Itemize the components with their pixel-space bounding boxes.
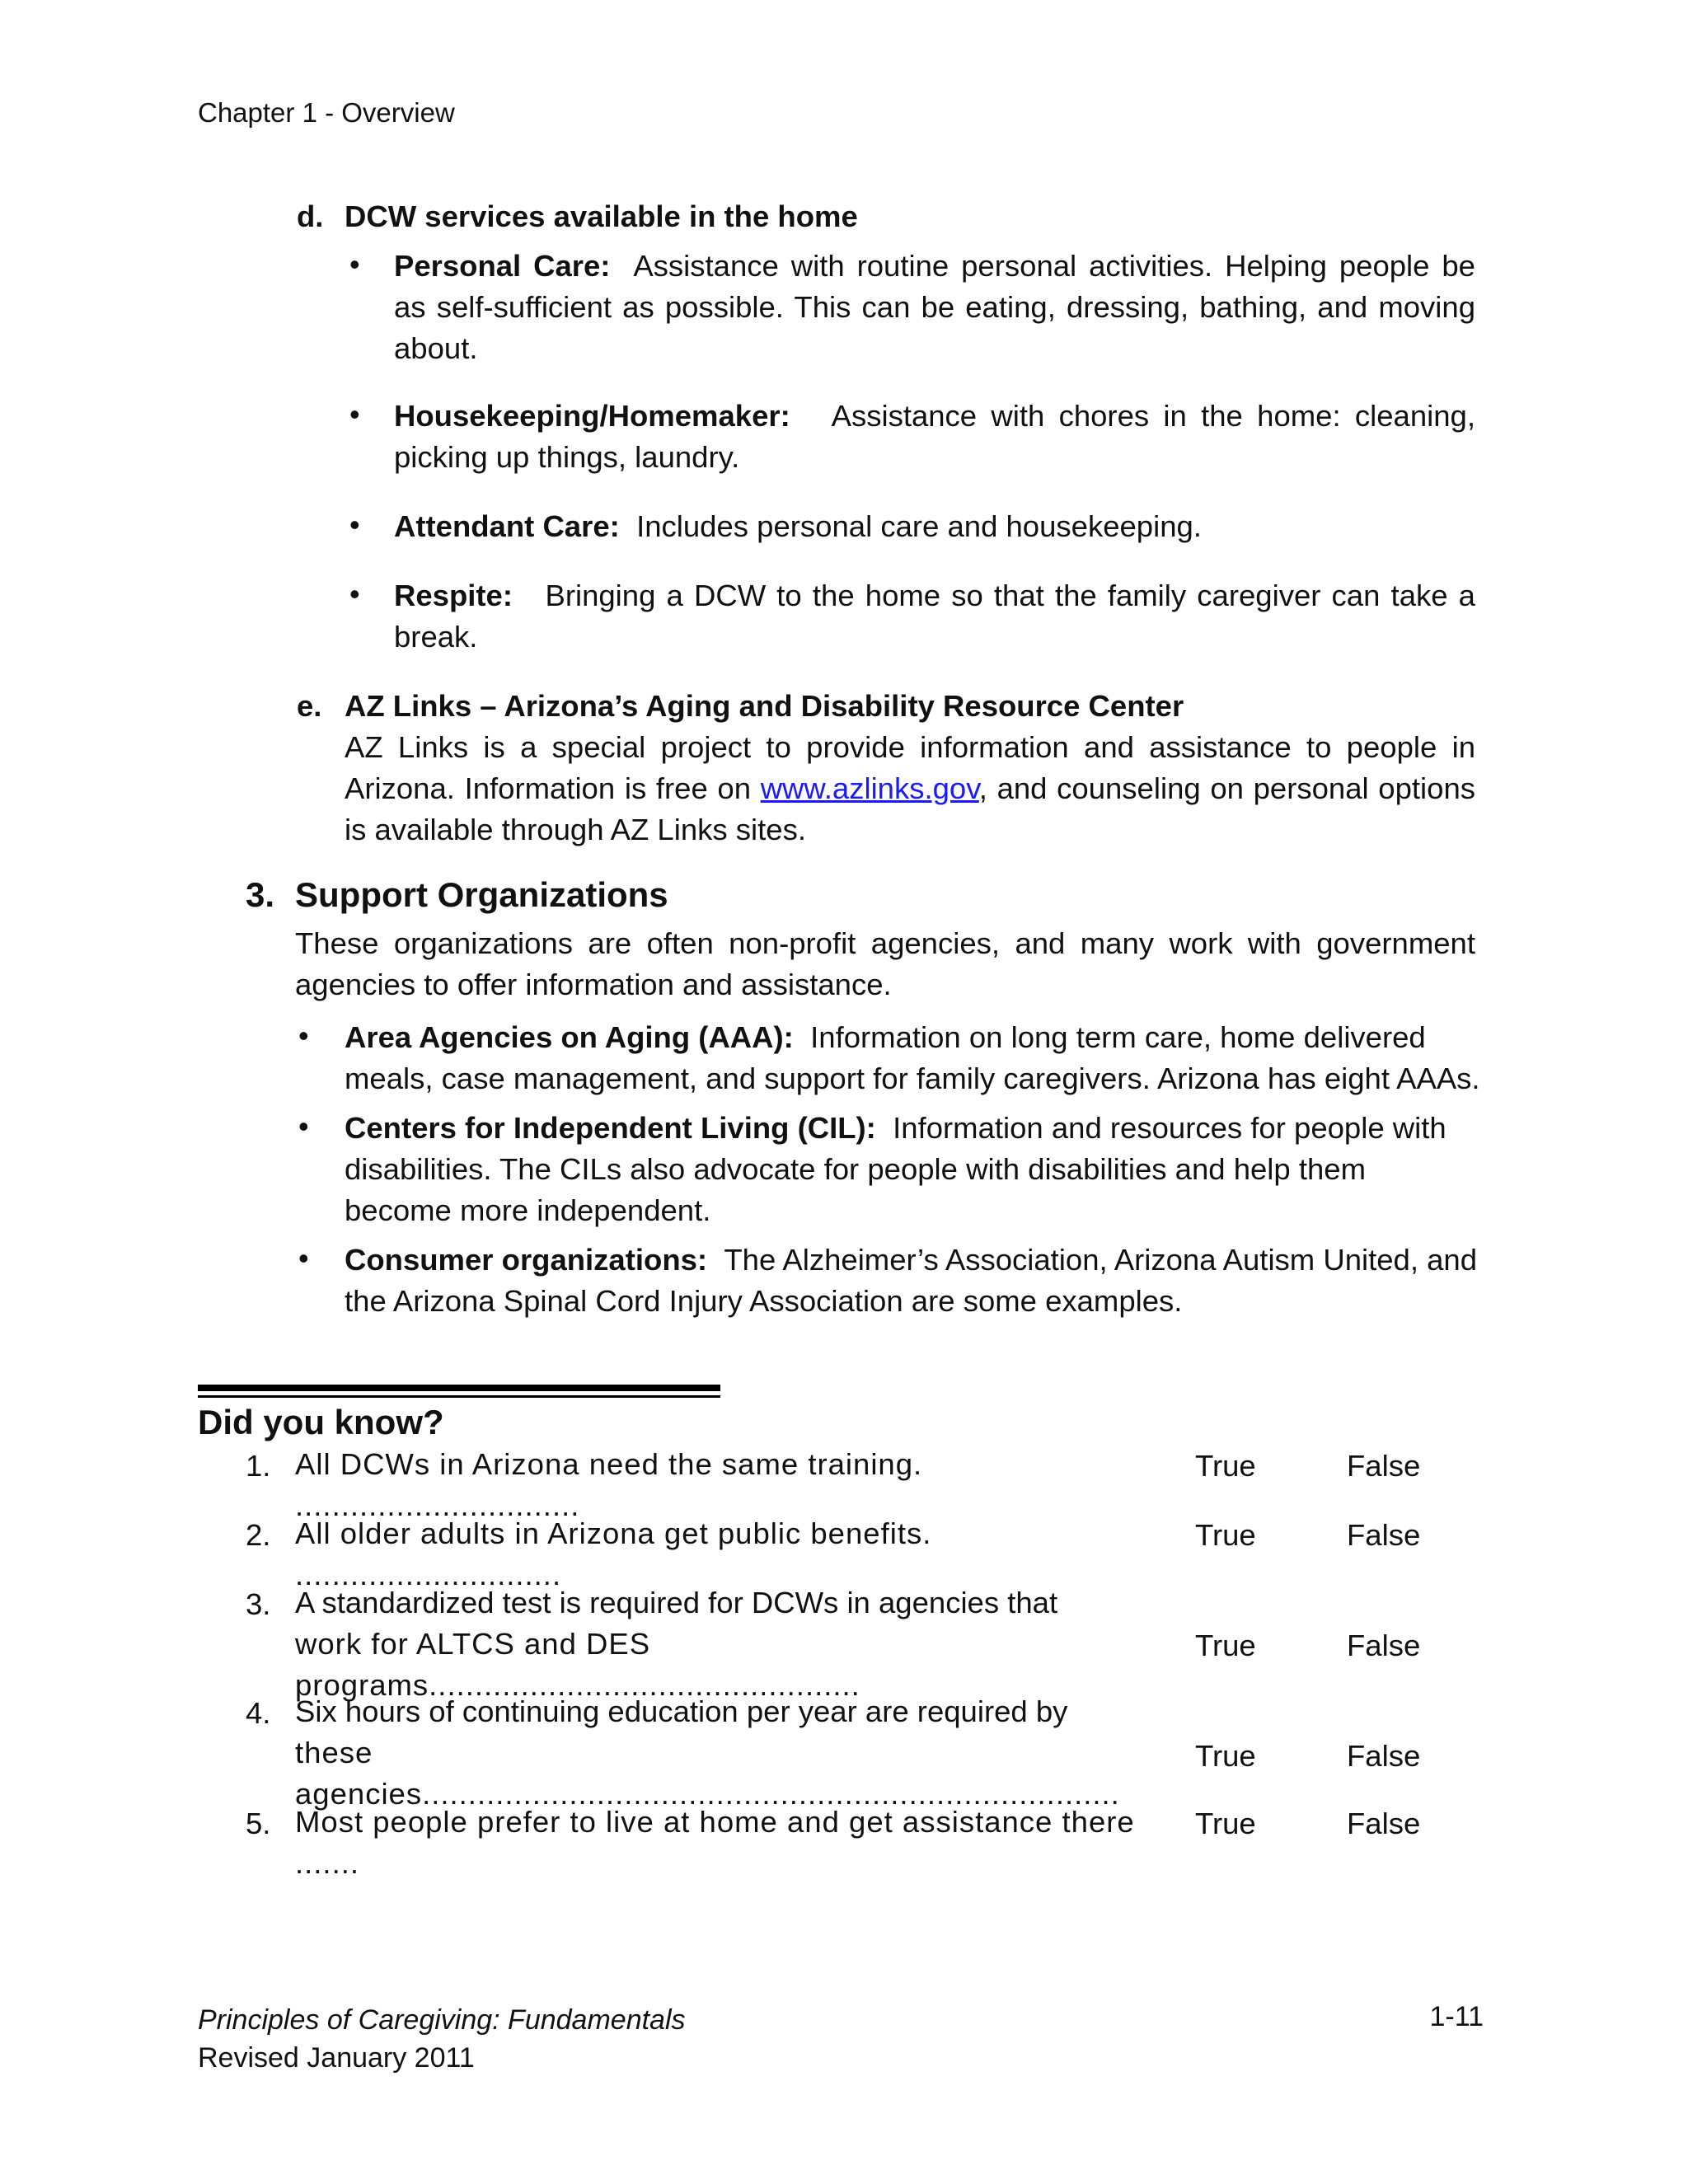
question-line1: All older adults in Arizona get public benefits. .............................	[295, 1516, 932, 1591]
running-head: Chapter 1 - Overview	[198, 97, 455, 128]
true-option[interactable]: True	[1195, 1739, 1256, 1773]
list-item-respite	[394, 575, 1475, 658]
section-3-title: Support Organizations	[295, 875, 668, 914]
false-option[interactable]: False	[1347, 1449, 1421, 1483]
section-3-number: 3.	[246, 875, 275, 914]
true-option[interactable]: True	[1195, 1518, 1256, 1552]
bullet-icon: •	[298, 1019, 309, 1052]
section-3-intro: These organizations are often non-profit agencies, and many work with government agencies to offer information and assistance.	[295, 926, 1475, 1001]
true-option[interactable]: True	[1195, 1629, 1256, 1662]
desc-consumer-orgs-line2: the Arizona Spinal Cord Injury Association are some examples.	[345, 1284, 1183, 1318]
term-respite: Respite:	[394, 579, 513, 612]
divider-thin	[198, 1395, 720, 1398]
footer-left	[198, 2001, 686, 2077]
question-line1: A standardized test is required for DCWs in agencies that	[295, 1586, 1058, 1619]
footer-book-title: Principles of Caregiving: Fundamentals	[198, 2004, 686, 2036]
footer-revised: Revised January 2011	[198, 2042, 475, 2074]
section-e-body-before: AZ Links is a special project to provide information and assistance to people in Arizona. Information is free on	[345, 730, 1475, 805]
question-text	[295, 1802, 1169, 1884]
divider-thick	[198, 1385, 720, 1391]
desc-attendant-care: Includes personal care and housekeeping.	[636, 509, 1202, 543]
list-item-consumer-orgs	[345, 1240, 1498, 1322]
term-cil: Centers for Independent Living (CIL):	[345, 1111, 876, 1145]
question-number: 4.	[246, 1696, 271, 1730]
term-aaa: Area Agencies on Aging (AAA):	[345, 1020, 794, 1054]
bullet-icon: •	[349, 577, 360, 611]
question-number: 5.	[246, 1807, 271, 1840]
desc-housekeeping: Assistance with chores in the home: cleaning, picking up things, laundry.	[394, 399, 1475, 474]
bullet-icon: •	[349, 508, 360, 541]
desc-aaa-line2: meals, case management, and support for family caregivers. Arizona has eight AAAs.	[345, 1062, 1480, 1095]
list-item-personal-care	[394, 246, 1475, 369]
question-number: 2.	[246, 1518, 271, 1552]
term-housekeeping: Housekeeping/Homemaker:	[394, 399, 790, 433]
desc-cil-line2: disabilities. The CILs also advocate for people with disabilities and help them	[345, 1152, 1367, 1186]
section-d-title: DCW services available in the home	[345, 199, 858, 233]
desc-consumer-orgs-line1: The Alzheimer’s Association, Arizona Autism United, and	[724, 1243, 1478, 1277]
question-text	[295, 1691, 1169, 1815]
question-number: 3.	[246, 1587, 271, 1621]
section-d-letter: d.	[297, 199, 324, 233]
question-number: 1.	[246, 1449, 271, 1483]
did-you-know-title: Did you know?	[198, 1403, 444, 1441]
desc-personal-care: Assistance with routine personal activities. Helping people be as self-sufficient as possible. This can be eating, dressing, bathing, and moving about.	[394, 249, 1475, 365]
bullet-icon: •	[298, 1109, 309, 1143]
term-personal-care: Personal Care:	[394, 249, 611, 283]
question-line1: All DCWs in Arizona need the same training. ...............................	[295, 1447, 923, 1522]
bullet-icon: •	[298, 1241, 309, 1275]
desc-respite: Bringing a DCW to the home so that the family caregiver can take a break.	[394, 579, 1475, 654]
term-consumer-orgs: Consumer organizations:	[345, 1243, 708, 1277]
question-line1: Most people prefer to live at home and get assistance there .......	[295, 1805, 1135, 1880]
desc-cil-line3: become more independent.	[345, 1193, 711, 1227]
list-item-attendant-care	[394, 506, 1475, 547]
azlinks-link[interactable]: www.azlinks.gov	[760, 771, 979, 805]
list-item-cil	[345, 1108, 1498, 1231]
false-option[interactable]: False	[1347, 1739, 1421, 1773]
false-option[interactable]: False	[1347, 1807, 1421, 1840]
term-attendant-care: Attendant Care:	[394, 509, 620, 543]
question-line1: Six hours of continuing education per year are required by	[295, 1694, 1068, 1728]
bullet-icon: •	[349, 397, 360, 431]
question-line2: these agencies............................................................................	[295, 1736, 1120, 1811]
section-e-body-after: , and counseling on personal options is available through AZ Links sites.	[345, 771, 1475, 846]
bullet-icon: •	[349, 247, 360, 281]
false-option[interactable]: False	[1347, 1518, 1421, 1552]
section-e-title: AZ Links – Arizona’s Aging and Disability Resource Center	[345, 689, 1184, 723]
section-e-body	[345, 727, 1475, 851]
true-option[interactable]: True	[1195, 1449, 1256, 1483]
question-line2: work for ALTCS and DES programs...............................................	[295, 1627, 860, 1702]
list-item-aaa	[345, 1017, 1498, 1099]
list-item-housekeeping	[394, 396, 1475, 478]
page-number: 1-11	[1429, 2001, 1484, 2032]
true-option[interactable]: True	[1195, 1807, 1256, 1840]
desc-cil-line1: Information and resources for people with	[893, 1111, 1447, 1145]
section-e-letter: e.	[297, 689, 322, 723]
false-option[interactable]: False	[1347, 1629, 1421, 1662]
desc-aaa-line1: Information on long term care, home delivered	[810, 1020, 1426, 1054]
question-text	[295, 1582, 1169, 1706]
